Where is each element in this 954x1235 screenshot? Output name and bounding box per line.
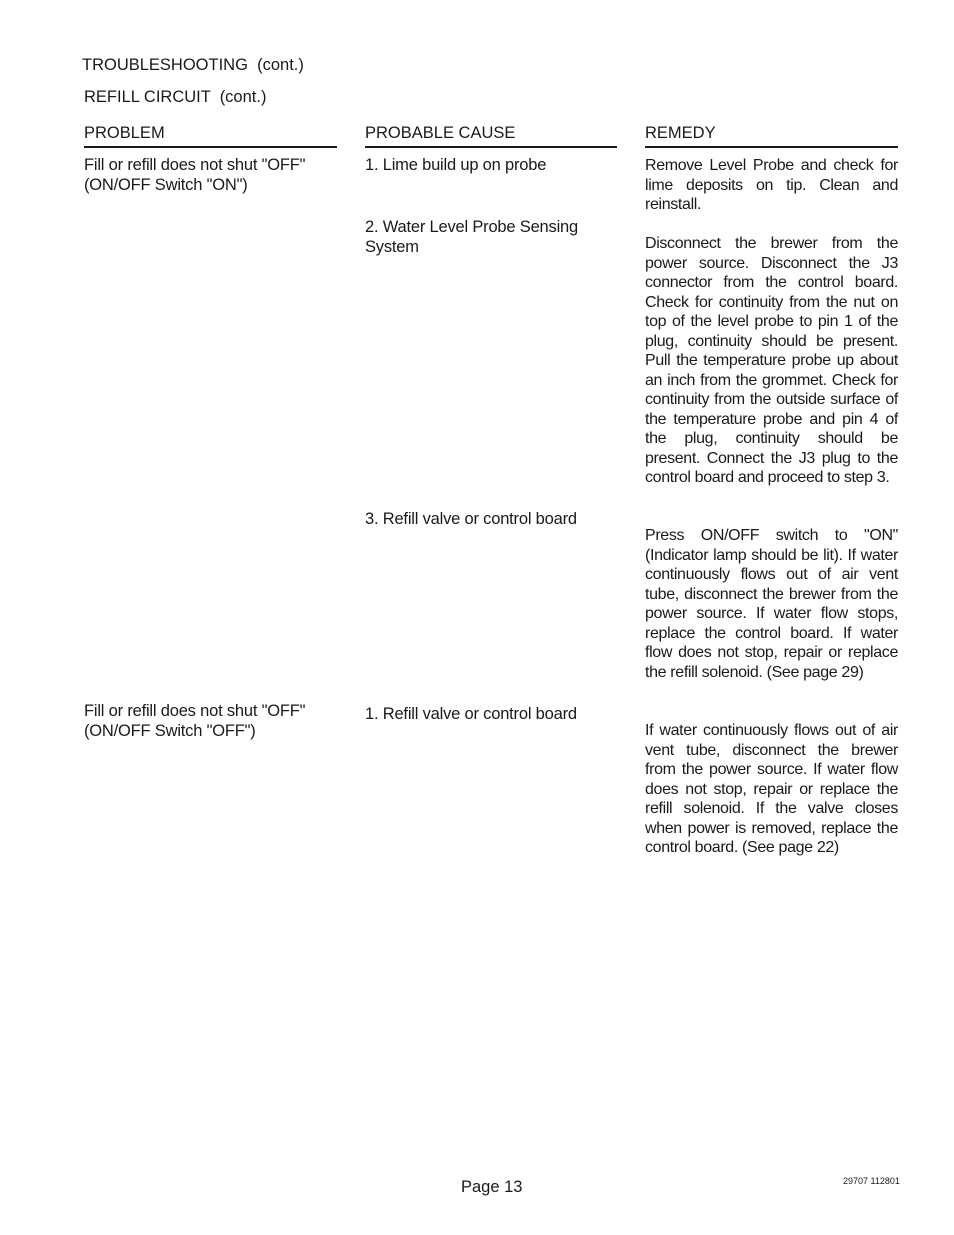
remedy-text: Disconnect the brewer from the power source. Disconnect the J3 connector from the control board. Check for continuity from the nut on top of the level probe to pin 1 of the plug, continuity should be present. Pull the temperature probe up about an inch from the grommet. Check for continuity from the outside surface of the temperature probe and pin 4 of the plug, continuity should be present. Connect the J3 plug to the control board and proceed to step 3.	[645, 235, 898, 486]
column-header-probable-cause: PROBABLE CAUSE	[365, 123, 617, 148]
document-code: 29707 112801	[843, 1176, 900, 1186]
page-number: Page 13	[461, 1178, 523, 1196]
column-header-problem: PROBLEM	[84, 123, 337, 148]
cause-text: 3. Refill valve or control board	[365, 510, 577, 528]
remedy-text: Press ON/OFF switch to "ON" (Indicator lamp should be lit). If water continuously flows out of air vent tube, disconnect the brewer from the power source. If water flow stops, replace the control board. If water flow does not stop, repair or replace the refill solenoid. (See page 29)	[645, 527, 898, 681]
cause-text: 1. Lime build up on probe	[365, 156, 547, 174]
remedy-text: Remove Level Probe and check for lime deposits on tip. Clean and reinstall.	[645, 157, 898, 213]
page-title: TROUBLESHOOTING (cont.)	[82, 56, 304, 74]
cause-text: 2. Water Level Probe Sensing System	[365, 218, 578, 256]
cause-text: 1. Refill valve or control board	[365, 705, 577, 723]
column-header-remedy: REMEDY	[645, 123, 898, 148]
section-subtitle: REFILL CIRCUIT (cont.)	[84, 88, 267, 106]
problem-text: Fill or refill does not shut "OFF" (ON/OFF Switch "OFF")	[84, 702, 306, 740]
remedy-text: If water continuously flows out of air vent tube, disconnect the brewer from the power source. If water flow does not stop, repair or replace the refill solenoid. If the valve closes when power is removed, replace the control board. (See page 22)	[645, 722, 898, 856]
problem-text: Fill or refill does not shut "OFF" (ON/OFF Switch "ON")	[84, 156, 306, 194]
